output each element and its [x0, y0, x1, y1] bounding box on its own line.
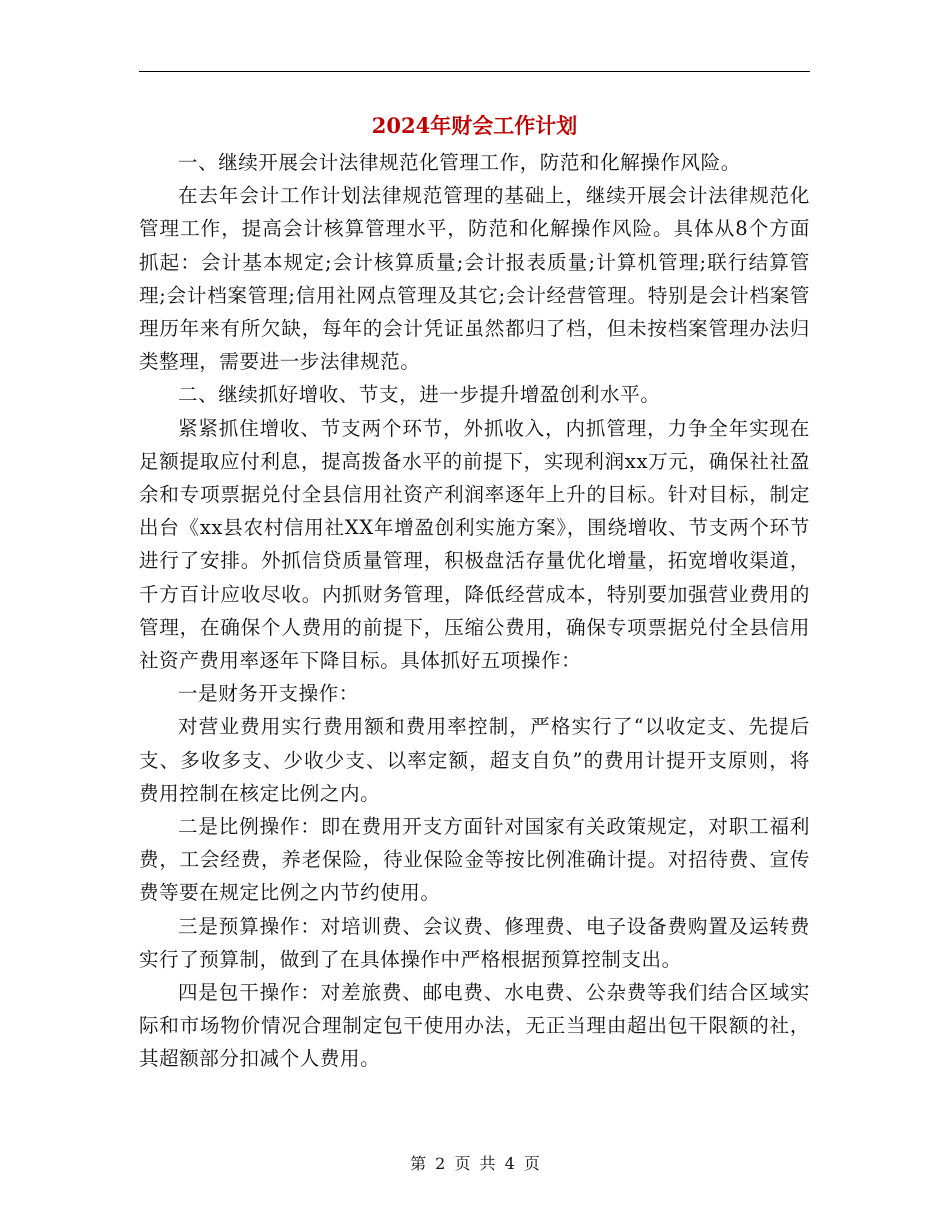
document-body: [139, 146, 810, 1076]
paragraph-subheading: 一是财务开支操作：: [178, 682, 359, 706]
paragraph: 三是预算操作：对培训费、会议费、修理费、电子设备费购置及运转费实行了预算制，做到了在具体操作中严格根据预算控制支出。: [139, 914, 810, 971]
paragraph: 四是包干操作：对差旅费、邮电费、水电费、公杂费等我们结合区域实际和市场物价情况合理制定包干使用办法，无正当理由超出包干限额的社，其超额部分扣减个人费用。: [139, 981, 810, 1071]
paragraph-heading-2: 二、继续抓好增收、节支，进一步提升增盈创利水平。: [178, 383, 661, 407]
paragraph: 二是比例操作：即在费用开支方面针对国家有关政策规定，对职工福利费，工会经费，养老保险，待业保险金等按比例准确计提。对招待费、宣传费等要在规定比例之内节约使用。: [139, 815, 810, 905]
header-rule: [139, 71, 810, 72]
paragraph: 对营业费用实行费用额和费用率控制，严格实行了“以收定支、先提后支、多收多支、少收少支、以率定额，超支自负”的费用计提开支原则，将费用控制在核定比例之内。: [139, 715, 810, 805]
page-number-footer: 第 2 页 共 4 页: [410, 1154, 540, 1173]
paragraph: 紧紧抓住增收、节支两个环节，外抓收入，内抓管理，力争全年实现在足额提取应付利息，提高拨备水平的前提下，实现利润xx万元，确保社社盈余和专项票据兑付全县信用社资产利润率逐年上升的目标。针对目标，制定出台《xx县农村信用社XX年增盈创利实施方案》，围绕增收、节支两个环节进行了安排。外抓信贷质量管理，积极盘活存量优化增量，拓宽增收渠道，千方百计应收尽收。内抓财务管理，降低经营成本，特别要加强营业费用的管理，在确保个人费用的前提下，压缩公费用，确保专项票据兑付全县信用社资产费用率逐年下降目标。具体抓好五项操作：: [139, 416, 810, 673]
document-title: 2024年财会工作计划: [371, 113, 578, 138]
paragraph: 在去年会计工作计划法律规范管理的基础上，继续开展会计法律规范化管理工作，提高会计核算管理水平，防范和化解操作风险。具体从8个方面抓起：会计基本规定;会计核算质量;会计报表质量;计算机管理;联行结算管理;会计档案管理;信用社网点管理及其它;会计经营管理。特别是会计档案管理历年来有所欠缺，每年的会计凭证虽然都归了档，但未按档案管理办法归类整理，需要进一步法律规范。: [139, 184, 810, 374]
paragraph-heading-1: 一、继续开展会计法律规范化管理工作，防范和化解操作风险。: [178, 151, 741, 174]
